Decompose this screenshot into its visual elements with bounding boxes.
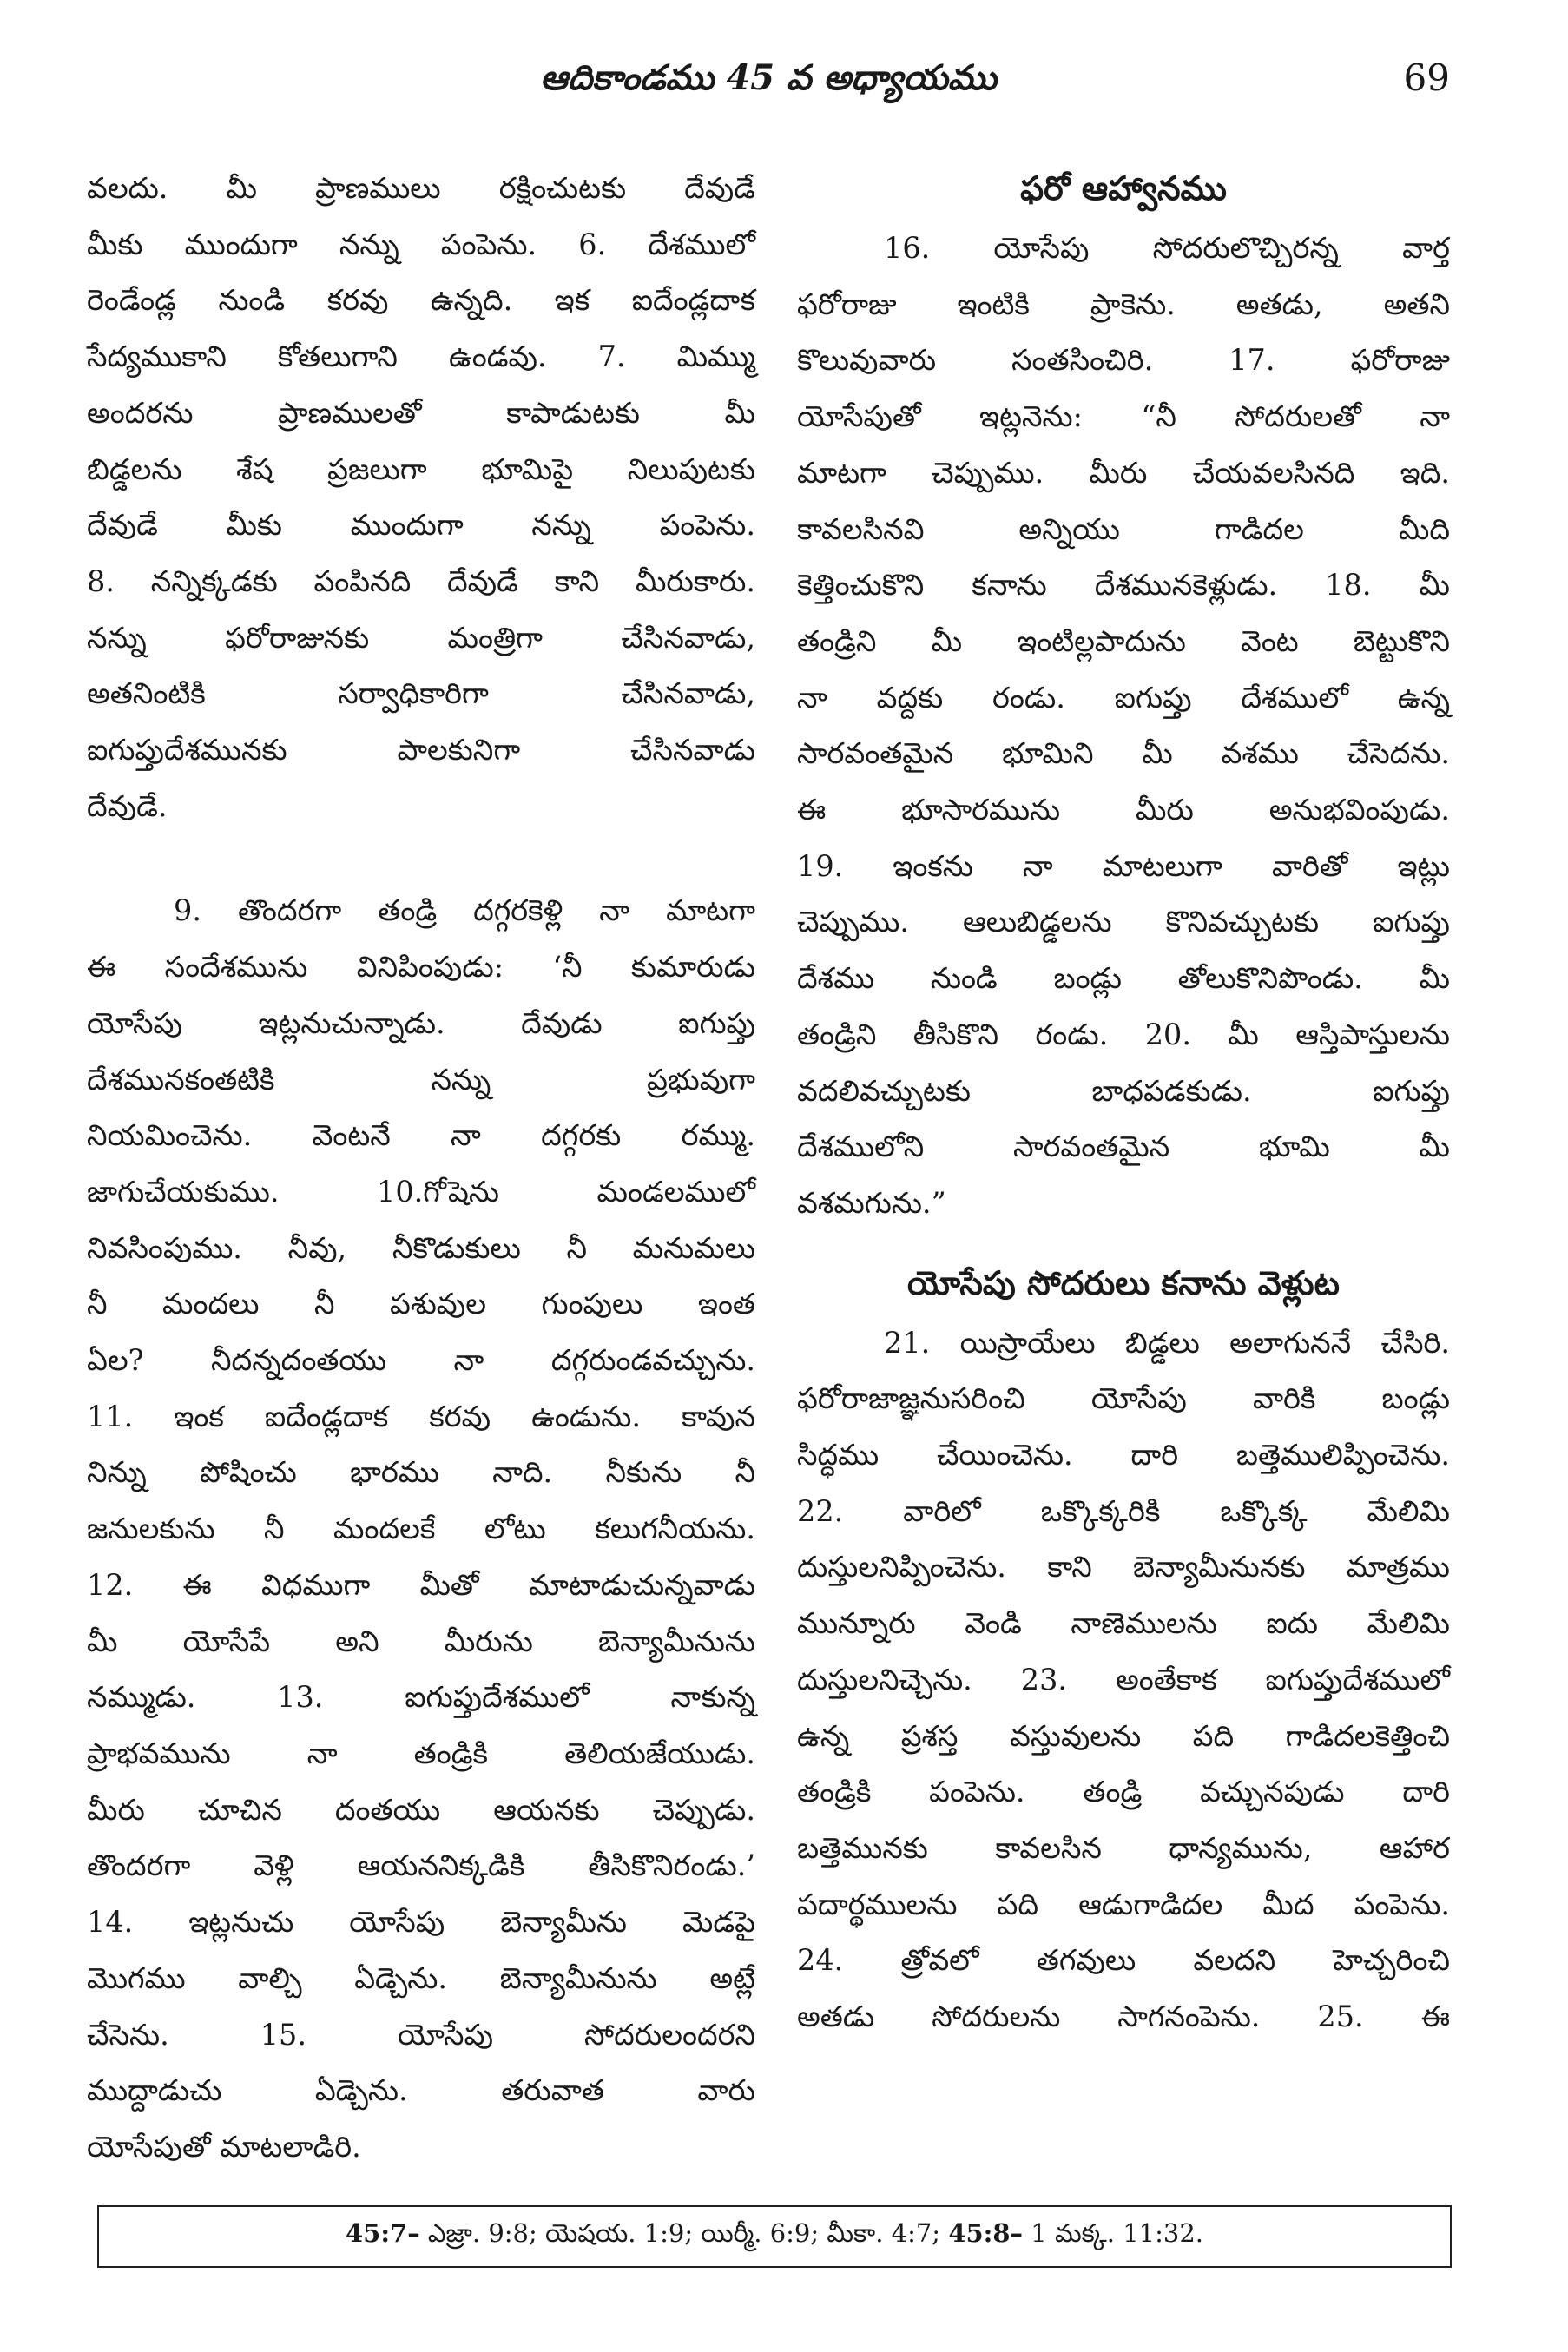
text-line: ఈ భూసారమును మీరు అనుభవింపుడు. <box>797 793 1450 827</box>
text-line: చేసెను. 15. యోసేపు సోదరులందరని <box>87 2017 755 2052</box>
footnote-ref: 45:8– <box>948 2218 1024 2248</box>
text-line: ఫరోరాజాజ్ఞనుసరించి యోసేపు వారికి బండ్లు <box>797 1381 1450 1416</box>
text-line: జనులకును నీ మందలకే లోటు కలుగనీయను. <box>87 1512 755 1546</box>
footnote-ref: 45:7– <box>345 2218 420 2248</box>
section-heading: యోసేపు సోదరులు కనాను వెళ్లుట <box>907 1262 1340 1302</box>
paragraph <box>87 161 755 834</box>
paragraph <box>87 883 755 2175</box>
text-line: దుస్తులనిచ్చెను. 23. అంతేకాక ఐగుప్తుదేశములో <box>797 1662 1450 1696</box>
section-heading: ఫరో ఆహ్వానము <box>1020 168 1227 208</box>
text-line: నీ మందలు నీ పశువుల గుంపులు ఇంత <box>87 1287 755 1321</box>
paragraph <box>797 1315 1450 2046</box>
text-line: 14. ఇట్లనుచు యోసేపు బెన్యామీను మెడపై <box>87 1905 755 1940</box>
text-line: వదలివచ్చుటకు బాధపడకుడు. ఐగుప్తు <box>797 1073 1450 1108</box>
text-line: మొగము వాల్చి ఏడ్చెను. బెన్యామీనును అట్లే <box>87 1960 755 1995</box>
text-line: నియమించెను. వెంటనే నా దగ్గరకు రమ్ము. <box>87 1118 755 1153</box>
text-line: సారవంతమైన భూమిని మీ వశము చేసెదను. <box>797 736 1450 771</box>
text-line: తండ్రిని మీ ఇంటిల్లపాదును వెంట బెట్టుకొని <box>797 623 1450 658</box>
text-line: యోసేపు ఇట్లనుచున్నాడు. దేవుడు ఐగుప్తు <box>87 1005 755 1040</box>
running-title: ఆదికాండము 45 వ అధ్యాయము <box>540 57 997 98</box>
text-line: 19. ఇంకను నా మాటలుగా వారితో ఇట్లు <box>797 848 1450 883</box>
text-line: దేశము నుండి బండ్లు తోలుకొనిపొండు. మీ <box>797 961 1450 996</box>
text-line: కొలువువారు సంతసించిరి. 17. ఫరోరాజు <box>797 343 1450 378</box>
text-line: దేవుడే. <box>87 788 168 823</box>
page-header <box>87 50 1450 106</box>
left-column <box>87 161 755 2176</box>
text-line: సిద్ధము చేయించెను. దారి బత్తెములిప్పించెను. <box>797 1438 1450 1472</box>
text-line: పదార్థములను పది ఆడుగాడిదల మీద పంపెను. <box>797 1887 1450 1921</box>
text-line: దేశములోని సారవంతమైన భూమి మీ <box>797 1130 1450 1164</box>
text-line: ముద్దాడుచు ఏడ్చెను. తరువాత వారు <box>87 2073 755 2108</box>
text-line: దుస్తులనిప్పించెను. కాని బెన్యామీనునకు మాత్రము <box>797 1550 1450 1584</box>
text-line: తండ్రిని తీసికొని రండు. 20. మీ ఆస్తిపాస్తులను <box>797 1017 1450 1051</box>
cross-reference-footnote <box>97 2205 1452 2268</box>
text-line: వశమగును.” <box>797 1185 946 1220</box>
text-line: 8. నన్నిక్కడకు పంపినది దేవుడే కాని మీరుకారు. <box>87 563 755 598</box>
footnote-text: 1 మక్క. 11:32. <box>1023 2218 1204 2248</box>
text-line: దేవుడే మీకు ముందుగా నన్ను పంపెను. <box>87 508 755 543</box>
text-line: 22. వారిలో ఒక్కొక్కరికి ఒక్కొక్క మేలిమి <box>797 1493 1450 1528</box>
text-line: కెత్తించుకొని కనాను దేశమునకెళ్లుడు. 18. మీ <box>797 568 1450 603</box>
text-line: నన్ను ఫరోరాజునకు మంత్రిగా చేసినవాడు, <box>87 620 755 655</box>
text-line: ఈ సందేశమును వినిపింపుడు: ‘నీ కుమారుడు <box>87 950 755 985</box>
text-line: నివసింపుము. నీవు, నీకొడుకులు నీ మనుమలు <box>87 1230 755 1265</box>
text-line: 16. యోసేపు సోదరులొచ్చిరన్న వార్త <box>884 231 1450 265</box>
text-line: ఉన్న ప్రశస్త వస్తువులను పది గాడిదలకెత్తించి <box>797 1718 1450 1753</box>
text-line: మాటగా చెప్పుము. మీరు చేయవలసినది ఇది. <box>797 455 1450 490</box>
text-line: బత్తెమునకు కావలసిన ధాన్యమును, ఆహార <box>797 1830 1450 1865</box>
text-line: ఫరోరాజు ఇంటికి ప్రాకెను. అతడు, అతని <box>797 287 1450 321</box>
text-line: దేశమునకంతటికి నన్ను ప్రభువుగా <box>87 1062 755 1097</box>
text-line: యోసేపుతో ఇట్లనెను: “నీ సోదరులతో నా <box>797 399 1450 434</box>
right-column <box>797 161 1450 2046</box>
paragraph <box>797 221 1450 1232</box>
text-line: 21. యిస్రాయేలు బిడ్డలు అలాగుననే చేసిరి. <box>884 1325 1450 1360</box>
footnote-text: ఎజ్రా. 9:8; యెషయ. 1:9; యిర్మీ. 6:9; మీకా. 4:7; <box>419 2218 949 2248</box>
text-line: ఐగుప్తుదేశమునకు పాలకునిగా చేసినవాడు <box>87 733 755 768</box>
text-line: సేద్యముకాని కోతలుగాని ఉండవు. 7. మిమ్ము <box>87 339 755 374</box>
text-line: మున్నూరు వెండి నాణెములను ఐదు మేలిమి <box>797 1606 1450 1641</box>
text-line: మీ యోసేపే అని మీరును బెన్యామీనును <box>87 1624 755 1658</box>
text-line: మీకు ముందుగా నన్ను పంపెను. 6. దేశములో <box>87 227 755 261</box>
text-line: బిడ్డలను శేష ప్రజలుగా భూమిపై నిలుపుటకు <box>87 451 755 486</box>
text-line: మీరు చూచిన దంతయు ఆయనకు చెప్పుడు. <box>87 1792 755 1827</box>
text-line: తండ్రికి పంపెను. తండ్రి వచ్చునపుడు దారి <box>797 1775 1450 1809</box>
text-line: 9. తొందరగా తండ్రి దగ్గరకెళ్లి నా మాటగా <box>174 893 755 928</box>
text-line: 24. త్రోవలో తగవులు వలదని హెచ్చరించి <box>797 1943 1450 1978</box>
text-line: తొందరగా వెళ్లి ఆయననిక్కడికి తీసికొనిరండు.’ <box>87 1848 755 1883</box>
text-line: 12. ఈ విధముగా మీతో మాటాడుచున్నవాడు <box>87 1567 755 1602</box>
text-line: చెప్పుము. ఆలుబిడ్డలను కొనివచ్చుటకు ఐగుప్తు <box>797 905 1450 939</box>
text-line: అందరను ప్రాణములతో కాపాడుటకు మీ <box>87 395 755 430</box>
text-line: ఏల? నీదన్నదంతయు నా దగ్గరుండవచ్చును. <box>87 1343 755 1378</box>
text-line: అతనింటికి సర్వాధికారిగా చేసినవాడు, <box>87 676 755 711</box>
text-line: రెండేండ్ల నుండి కరవు ఉన్నది. ఇక ఐదేండ్లదాక <box>87 283 755 318</box>
text-line: యోసేపుతో మాటలాడిరి. <box>87 2129 361 2164</box>
text-line: కావలసినవి అన్నియు గాడిదల మీది <box>797 511 1450 546</box>
text-line: 11. ఇంక ఐదేండ్లదాక కరవు ఉండును. కావున <box>87 1399 755 1433</box>
text-line: వలదు. మీ ప్రాణములు రక్షించుటకు దేవుడే <box>87 171 755 205</box>
page-number: 69 <box>1403 56 1450 99</box>
text-line: నా వద్దకు రండు. ఐగుప్తు దేశములో ఉన్న <box>797 680 1450 715</box>
text-line: ప్రాభవమును నా తండ్రికి తెలియజేయుడు. <box>87 1736 755 1770</box>
text-line: అతడు సోదరులను సాగనంపెను. 25. ఈ <box>797 2000 1450 2034</box>
text-line: నమ్ముడు. 13. ఐగుప్తుదేశములో నాకున్న <box>87 1680 755 1715</box>
text-line: నిన్ను పోషించు భారము నాది. నీకును నీ <box>87 1455 755 1490</box>
text-line: జాగుచేయకుము. 10.గోషెను మండలములో <box>87 1174 755 1209</box>
